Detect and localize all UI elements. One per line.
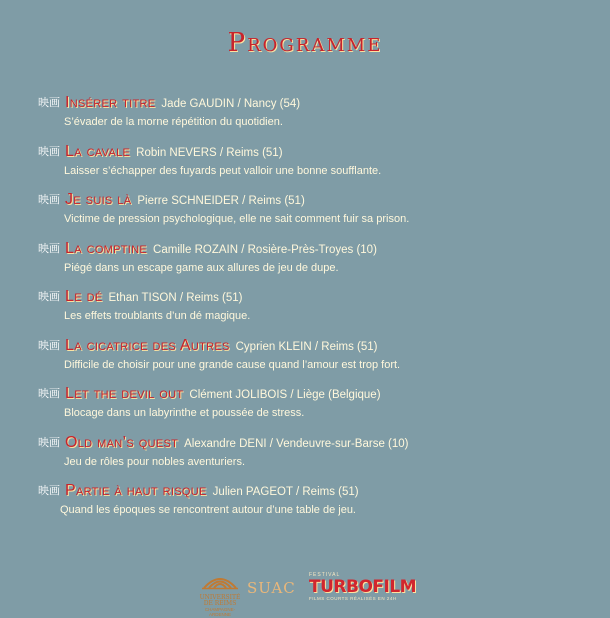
suac-logo: SUAC	[247, 579, 296, 597]
film-description: Blocage dans un labyrinthe et poussée de stress.	[64, 407, 305, 419]
film-description: Jeu de rôles pour nobles aventuriers.	[64, 455, 245, 468]
film-title: La comptine	[65, 239, 148, 257]
film-kanji-icon: 映画	[38, 484, 60, 497]
film-title: Le dé	[65, 288, 103, 305]
university-emblem-icon	[200, 572, 240, 590]
entry-header	[38, 482, 598, 500]
film-author: Alexandre DENI / Vendeuvre-sur-Barse (10)	[184, 437, 409, 450]
programme-list	[38, 94, 598, 531]
film-author: Pierre SCHNEIDER / Reims (51)	[137, 195, 305, 207]
university-logo	[196, 570, 244, 617]
film-title: Let the devil out	[65, 385, 184, 402]
film-kanji-icon: 映画	[38, 241, 60, 255]
film-author: Camille ROZAIN / Rosière-Près-Troyes (10)	[153, 243, 377, 256]
film-kanji-icon: 映画	[38, 193, 60, 206]
film-title: Partie à haut risque	[65, 482, 207, 499]
page-title: Programme	[227, 28, 383, 58]
programme-entry	[38, 240, 598, 289]
film-author: Ethan TISON / Reims (51)	[108, 292, 243, 304]
partner-logos	[0, 570, 610, 617]
film-author: Cyprien KLEIN / Reims (51)	[235, 340, 378, 353]
entry-header	[38, 143, 598, 161]
entry-header	[38, 191, 598, 209]
university-region: CHAMPAGNE-ARDENNE	[204, 607, 236, 617]
programme-entry	[38, 94, 598, 143]
film-kanji-icon: 映画	[38, 435, 60, 449]
film-kanji-icon: 映画	[38, 144, 60, 158]
entry-header	[38, 240, 598, 258]
turbofilm-festival-label: FESTIVAL	[309, 572, 341, 578]
film-author: Clément JOLIBOIS / Liège (Belgique)	[189, 389, 381, 401]
programme-entry	[38, 143, 598, 192]
programme-entry	[38, 434, 598, 483]
film-description: Laisser s’échapper des fuyards peut valloir une bonne soufflante.	[64, 164, 382, 177]
film-description: Quand les époques se rencontrent autour d’une table de jeu.	[60, 504, 356, 516]
entry-header	[38, 337, 598, 355]
film-author: Robin NEVERS / Reims (51)	[136, 146, 283, 159]
film-author: Julien PAGEOT / Reims (51)	[212, 486, 359, 498]
film-title: Old man’s quest	[65, 433, 179, 451]
entry-header	[38, 385, 598, 403]
turbofilm-name: TURBOFILM	[309, 577, 417, 597]
film-title: La cicatrice des Autres	[65, 336, 230, 354]
turbofilm-tagline: FILMS COURTS RÉALISÉS EN 24H	[309, 596, 397, 601]
film-kanji-icon: 映画	[38, 338, 60, 352]
programme-entry	[38, 337, 598, 386]
film-title: Je suis là	[65, 191, 132, 208]
film-description: Piégé dans un escape game aux allures de jeu de dupe.	[64, 261, 339, 274]
film-description: Les effets troublants d’un dé magique.	[64, 310, 251, 322]
film-description: Victime de pression psychologique, elle ne sait comment fuir sa prison.	[64, 213, 410, 225]
programme-entry	[38, 288, 598, 337]
university-city: DE REIMS	[203, 600, 237, 607]
programme-entry	[38, 385, 598, 434]
film-kanji-icon: 映画	[38, 290, 60, 303]
film-author: Jade GAUDIN / Nancy (54)	[161, 98, 301, 110]
entry-header	[38, 288, 598, 306]
programme-entry	[38, 191, 598, 240]
university-name: UNIVERSITÉ	[199, 594, 241, 601]
film-kanji-icon: 映画	[38, 387, 60, 400]
entry-header	[38, 434, 598, 452]
film-description: Difficile de choisir pour une grande cause quand l’amour est trop fort.	[64, 358, 401, 371]
entry-header	[38, 94, 598, 112]
film-description: S’évader de la morne répétition du quotidien.	[64, 116, 283, 128]
film-kanji-icon: 映画	[38, 96, 60, 109]
film-title: La cavale	[65, 142, 131, 160]
programme-entry	[38, 482, 598, 531]
film-title: Insérer titre	[65, 94, 156, 111]
turbofilm-logo	[309, 572, 417, 608]
